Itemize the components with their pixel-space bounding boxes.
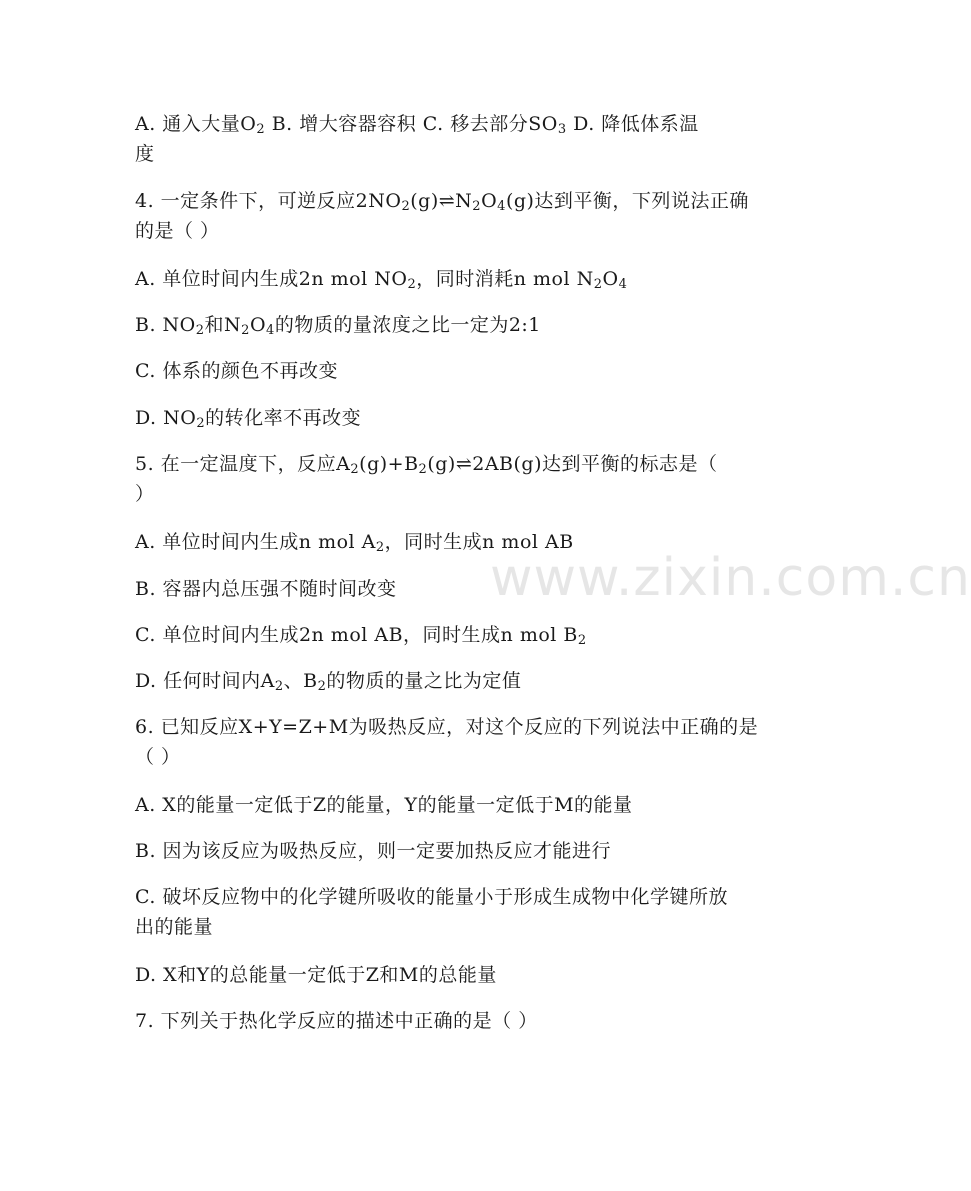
q6-option-a: A. X的能量一定低于Z的能量，Y的能量一定低于M的能量 — [135, 794, 633, 816]
q6-stem: 6. 已知反应X+Y=Z+M为吸热反应，对这个反应的下列说法中正确的是 — [135, 716, 759, 738]
q6-option-b: B. 因为该反应为吸热反应，则一定要加热反应才能进行 — [135, 840, 612, 862]
q6-stem-continued: （ ） — [135, 746, 181, 768]
q4-option-a: A. 单位时间内生成2n mol $NO_2$，同时消耗n mol $N_2O_4$ — [135, 268, 628, 292]
q6-option-c: C. 破坏反应物中的化学键所吸收的能量小于形成生成物中化学键所放 — [135, 886, 728, 908]
q5-stem-continued: ） — [135, 483, 155, 505]
q3-options-line: A. 通入大量$O_2$ B. 增大容器容积 C. 移去部分$SO_3$ D. 降低体系温 — [135, 113, 699, 137]
q5-option-a: A. 单位时间内生成n mol $A_2$，同时生成n mol AB — [135, 531, 574, 555]
q4-option-b: B. $NO_2$和$N_2O_4$的物质的量浓度之比一定为2:1 — [135, 314, 541, 338]
q5-option-d: D. 任何时间内$A_2$、$B_2$的物质的量之比为定值 — [135, 670, 522, 694]
q4-stem: 4. 一定条件下，可逆反应$2NO_2(g)\rightleftharpoons N_2O_4(g)$达到平衡，下列说法正确 — [135, 190, 749, 214]
q7-stem: 7. 下列关于热化学反应的描述中正确的是（ ） — [135, 1010, 538, 1032]
q3-options-line-continued: 度 — [135, 143, 155, 165]
q6-option-d: D. X和Y的总能量一定低于Z和M的总能量 — [135, 964, 497, 986]
q4-stem-continued: 的是（ ） — [135, 220, 220, 242]
q4-option-c: C. 体系的颜色不再改变 — [135, 360, 338, 382]
q5-option-c: C. 单位时间内生成2n mol AB，同时生成n mol $B_2$ — [135, 624, 587, 648]
q5-stem: 5. 在一定温度下，反应$A_2(g)+B_2(g)\rightleftharpoons 2AB(g)$达到平衡的标志是（ — [135, 453, 718, 477]
q5-option-b: B. 容器内总压强不随时间改变 — [135, 578, 397, 600]
q4-option-d: D. $NO_2$的转化率不再改变 — [135, 407, 362, 431]
q6-option-c-continued: 出的能量 — [135, 916, 214, 938]
watermark: www.zixin.com.cn — [490, 548, 971, 608]
